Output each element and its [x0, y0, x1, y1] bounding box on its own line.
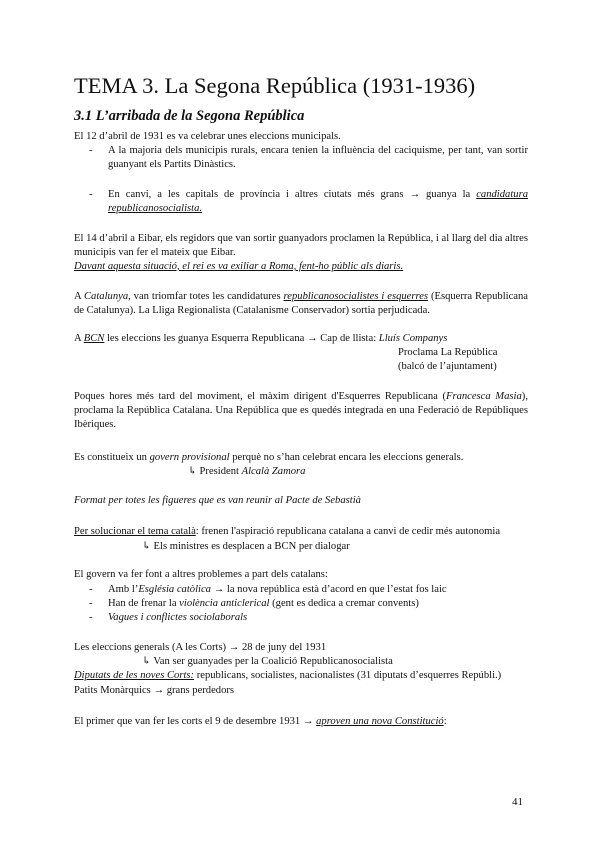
paragraph-bcn: A BCN les eleccions les guanya Esquerra Republicana → Cap de llista: Lluís Companys	[74, 333, 448, 344]
paragraph-monarquics: Patits Monàrquics → grans perdedors	[74, 685, 235, 696]
bullet-vagues: Vagues i conflictes sociolaborals	[108, 612, 248, 623]
paragraph-govern-provisional: Es constitueix un govern provisional perquè no s’han celebrat encara les eleccions generals.	[74, 452, 464, 463]
paragraph-diputats: Diputats de les noves Corts: republicans, socialistes, nacionalistes (31 diputats d’esquerres Repúbli.)	[74, 670, 502, 681]
paragraph-king-exile: Davant aquesta situació, el rei es va exiliar a Roma, fent-ho públic als diaris.	[74, 261, 404, 272]
paragraph-pacte: Format per totes les figueres que es van reunir al Pacte de Sebastià	[74, 495, 361, 506]
note-balco: (balcó de l’ajuntament)	[398, 361, 497, 372]
bullet-dash: -	[89, 584, 93, 595]
note-coalicio: ↳ Van ser guanyades per la Coalició Republicanosocialista	[142, 656, 393, 667]
bullet-dash: -	[89, 145, 93, 156]
bullet-dash: -	[89, 612, 93, 623]
paragraph-constitucio: El primer que van fer les corts el 9 de desembre 1931 → aproven una nova Constitució:	[74, 716, 447, 727]
bullet-violencia: Han de frenar la violència anticlerical (gent es dedica a cremar convents)	[108, 598, 419, 609]
paragraph-elections: El 12 d’abril de 1931 es va celebrar unes eleccions municipals.	[74, 131, 341, 142]
paragraph-republica-catalana: Poques hores més tard del moviment, el màxim dirigent d'Esquerres Republicana (Francesca Masia), proclama la República Catalana. Una República que es quedés integrada en una Federació de Repúbliques Ibèriques.	[74, 391, 528, 430]
note-president: ↳ President Alcalà Zamora	[188, 466, 306, 477]
bullet-capitals: En canvi, a les capitals de província i altres ciutats més grans → guanya la candidatura republicanosocialista.	[108, 189, 528, 214]
paragraph-eibar: El 14 d’abril a Eibar, els regidors que van sortir guanyadors proclamen la República, i al llarg del dia altres municipis van fer el mateix que Eibar.	[74, 233, 528, 258]
page-number: 41	[512, 796, 523, 808]
bullet-dash: -	[89, 598, 93, 609]
paragraph-altres-problemes: El govern va fer font a altres problemes a part dels catalans:	[74, 569, 328, 580]
note-proclama: Proclama La República	[398, 347, 498, 358]
paragraph-tema-catala: Per solucionar el tema català: frenen l'aspiració republicana catalana a canvi de cedir més autonomia	[74, 526, 501, 537]
paragraph-catalunya: A Catalunya, van triomfar totes les candidatures republicanosocialistes i esquerres (Esquerra Republicana de Catalunya). La Lliga Regionalista (Catalanisme Conservador) sortia perjudicada.	[74, 291, 528, 316]
section-heading: 3.1 L’arribada de la Segona República	[74, 108, 305, 124]
page-title: TEMA 3. La Segona República (1931-1936)	[74, 73, 476, 98]
bullet-rural-municipalities: A la majoria dels municipis rurals, encara tenien la influència del caciquisme, per tant, van sortir guanyant els Partits Dinàstics.	[108, 145, 528, 170]
bullet-dash: -	[89, 189, 93, 200]
paragraph-eleccions-generals: Les eleccions generals (A les Corts) → 28 de juny del 1931	[74, 642, 327, 653]
note-ministres: ↳ Els ministres es desplacen a BCN per dialogar	[142, 541, 350, 552]
bullet-esglesia: Amb l’Església catòlica → la nova república està d’acord en que l’estat fos laic	[108, 584, 447, 595]
